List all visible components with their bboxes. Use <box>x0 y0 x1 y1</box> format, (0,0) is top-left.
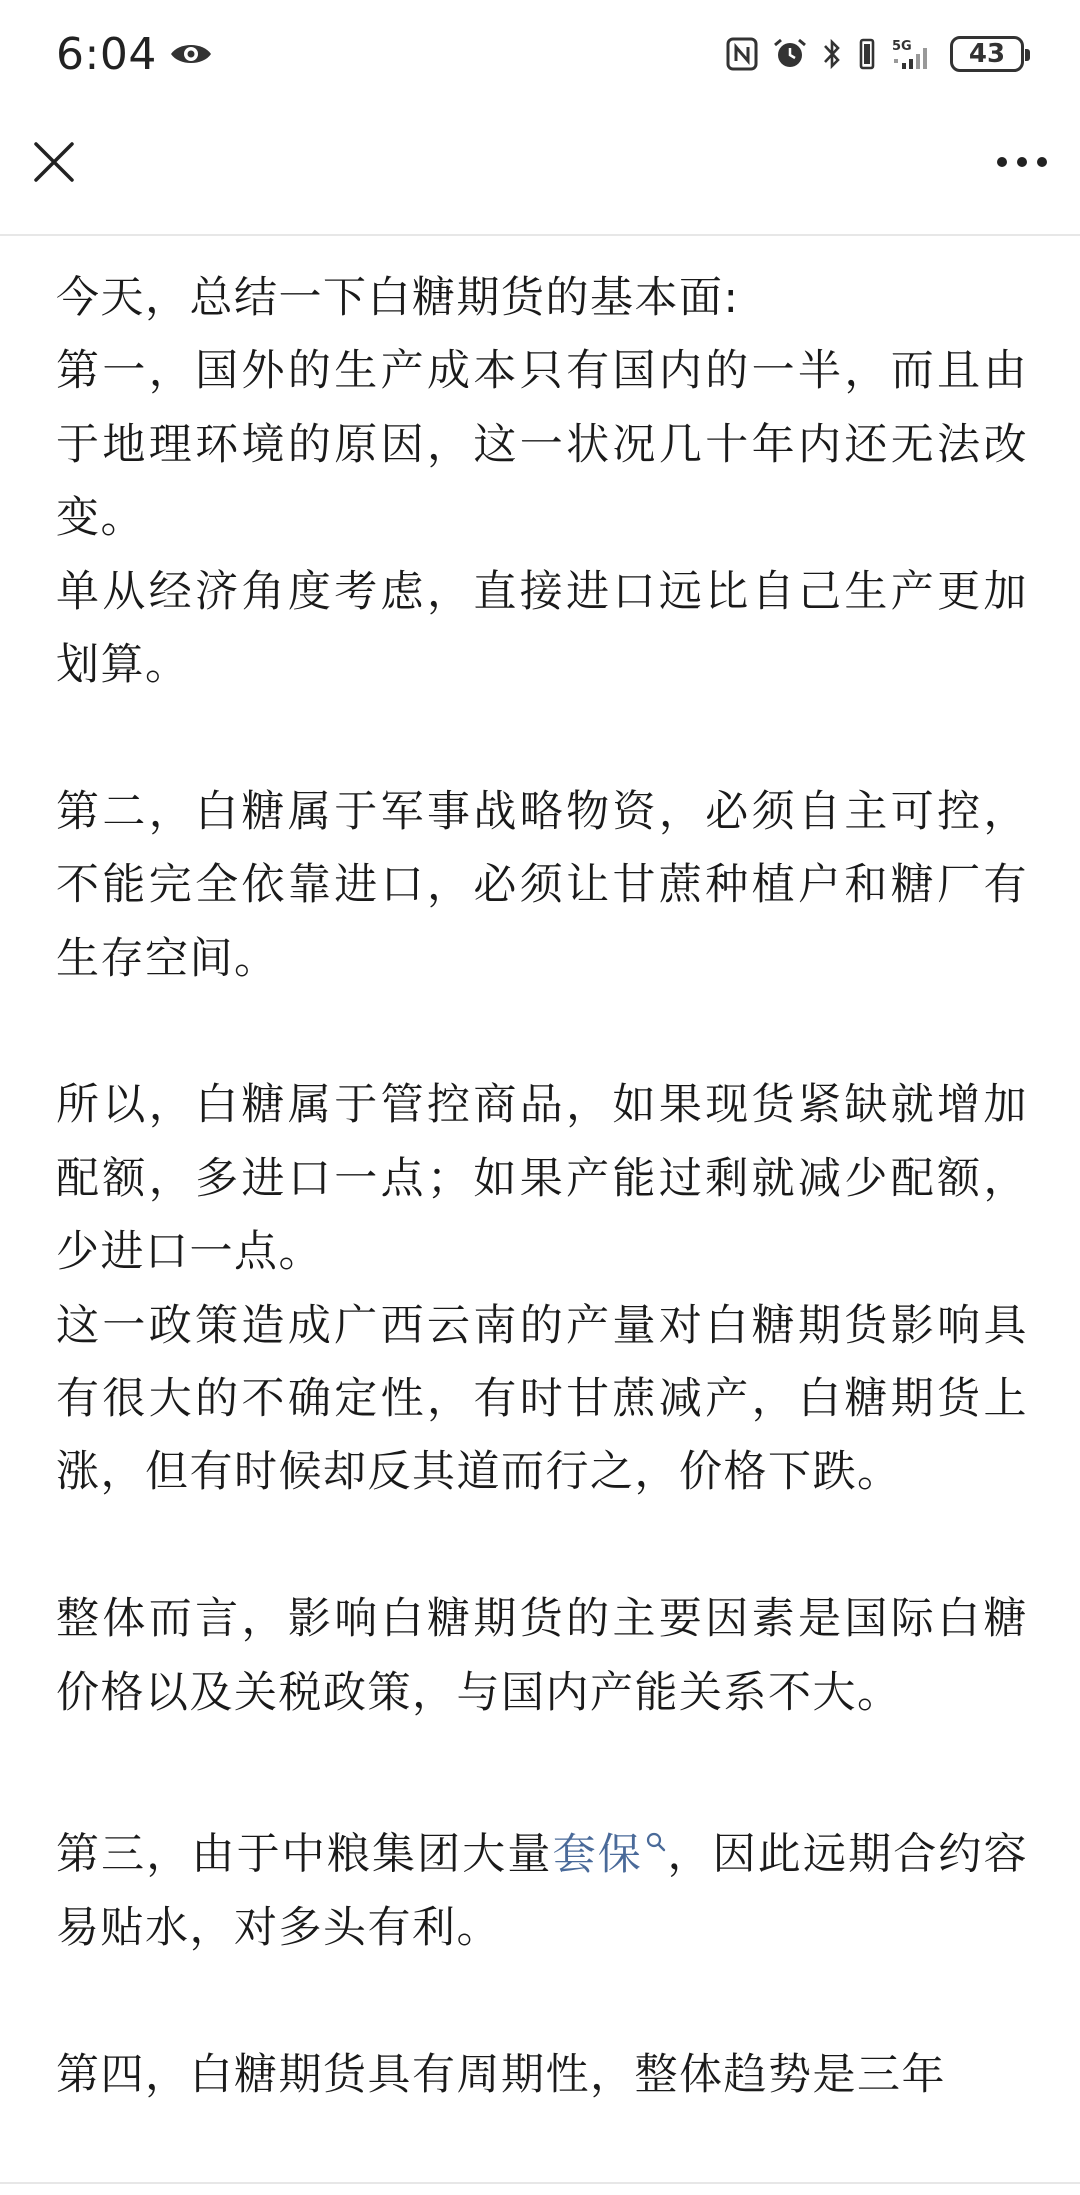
article-body <box>56 262 1028 2112</box>
signal-icon <box>892 37 936 71</box>
search-icon <box>645 1803 667 1876</box>
paragraph: 整体而言，影响白糖期货的主要因素是国际白糖价格以及关税政策，与国内产能关系不大。 <box>56 1594 1028 1718</box>
bottom-divider <box>0 2182 1080 2184</box>
bluetooth-icon <box>822 37 842 71</box>
eye-icon <box>169 39 213 69</box>
more-button[interactable] <box>986 130 1058 194</box>
vibrate-icon <box>856 37 878 71</box>
status-right <box>726 36 1024 72</box>
paragraph: 单从经济角度考虑，直接进口远比自己生产更加划算。 <box>56 566 1028 691</box>
network-label: 5G <box>892 39 912 54</box>
paragraph-gap <box>56 1966 1028 2039</box>
paragraph-gap <box>56 1510 1028 1583</box>
paragraph: 第二，白糖属于军事战略物资，必须自主可控，不能完全依靠进口，必须让甘蔗种植户和糖厂有生存空间。 <box>56 786 1028 984</box>
paragraph-gap <box>56 996 1028 1069</box>
paragraph: 这一政策造成广西云南的产量对白糖期货影响具有很大的不确定性，有时甘蔗减产，白糖期货上涨，但有时候却反其道而行之，价格下跌。 <box>56 1300 1028 1498</box>
paragraph-text: 第三，由于中粮集团大量 <box>56 1829 553 1880</box>
paragraph: 所以，白糖属于管控商品，如果现货紧缺就增加配额，多进口一点；如果产能过剩就减少配额，少进口一点。 <box>56 1080 1028 1278</box>
paragraph-gap <box>56 702 1028 775</box>
status-bar <box>0 0 1080 108</box>
paragraph-text: ，因此远期合约容易贴水，对多头有利。 <box>56 1829 1029 1954</box>
nfc-icon <box>726 37 758 71</box>
battery-icon: 43 <box>950 36 1024 72</box>
close-icon <box>32 140 76 184</box>
paragraph-with-link <box>56 1803 1028 1965</box>
more-icon <box>994 154 1050 170</box>
status-left <box>56 29 213 80</box>
top-toolbar <box>0 108 1080 236</box>
close-button[interactable] <box>22 130 86 194</box>
hedging-link[interactable] <box>553 1830 667 1880</box>
alarm-icon <box>772 37 808 71</box>
paragraph: 第一，国外的生产成本只有国内的一半，而且由于地理环境的原因，这一状况几十年内还无法改变。 <box>56 346 1028 544</box>
paragraph-gap <box>56 1730 1028 1803</box>
status-time: 6:04 <box>56 28 157 80</box>
paragraph: 第四，白糖期货具有周期性，整体趋势是三年 <box>56 2050 946 2100</box>
paragraph: 今天，总结一下白糖期货的基本面: <box>56 273 740 323</box>
link-text: 套保 <box>552 1829 643 1880</box>
